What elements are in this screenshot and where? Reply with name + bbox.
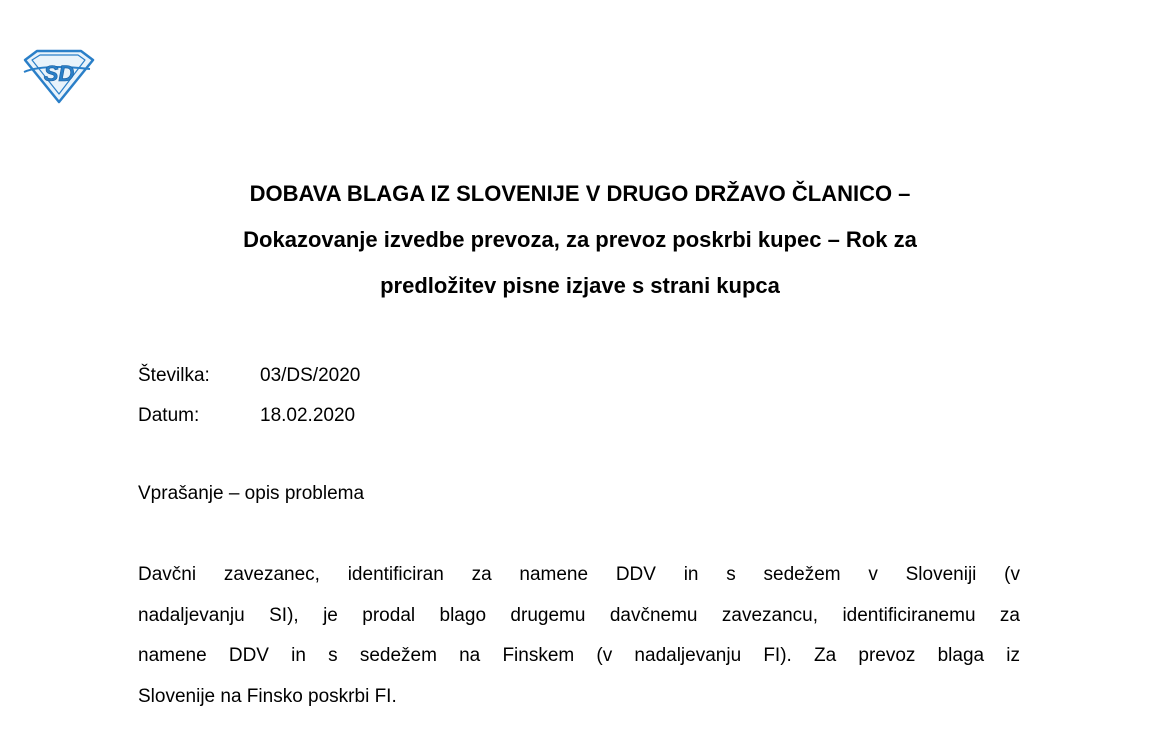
paragraph-line-2: nadaljevanju SI), je prodal blago drugemu davčnemu zavezancu, identificiranemu za [138, 604, 1020, 626]
number-value: 03/DS/2020 [260, 365, 361, 386]
document-meta [138, 356, 360, 436]
sd-shield-logo-icon [22, 48, 96, 104]
date-value: 18.02.2020 [260, 405, 356, 426]
paragraph-line-4: Slovenije na Finsko poskrbi FI. [138, 685, 397, 707]
section-heading: Vprašanje – opis problema [138, 483, 365, 504]
number-label: Številka: [138, 365, 210, 386]
body-paragraph [138, 555, 1020, 717]
title-line-3: predložitev pisne izjave s strani kupca [380, 273, 780, 298]
date-label: Datum: [138, 405, 200, 426]
meta-number-row [138, 356, 360, 396]
paragraph-line-1: Davčni zavezanec, identificiran za namene DDV in s sedežem v Sloveniji (v [138, 564, 1020, 585]
logo-text: SD [43, 61, 75, 86]
meta-date-row [138, 396, 360, 436]
title-line-1: DOBAVA BLAGA IZ SLOVENIJE V DRUGO DRŽAVO ČLANICO – [249, 181, 911, 206]
title-line-2: Dokazovanje izvedbe prevoza, za prevoz poskrbi kupec – Rok za [243, 227, 917, 252]
paragraph-line-3: namene DDV in s sedežem na Finskem (v nadaljevanju FI). Za prevoz blaga iz [138, 645, 1020, 666]
document-title [120, 171, 1040, 309]
